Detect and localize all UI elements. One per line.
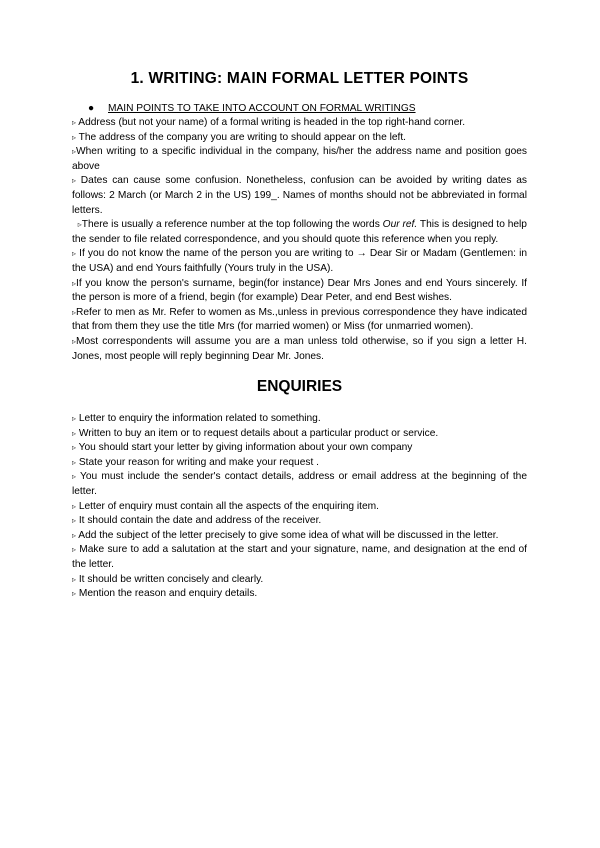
- page-title: 1. WRITING: MAIN FORMAL LETTER POINTS: [130, 70, 469, 87]
- triangle-bullet-icon: ▹: [72, 530, 77, 540]
- list-item: ▹ If you do not know the name of the person you are writing to → Dear Sir or Madam (Gentlemen: in the USA) and end Yours faithfully (Yours truly in the USA).: [72, 248, 527, 274]
- list-item: ▹ Written to buy an item or to request details about a particular product or service.: [72, 427, 439, 439]
- triangle-bullet-icon: ▹: [72, 516, 77, 526]
- triangle-bullet-icon: ▹: [77, 220, 82, 230]
- triangle-bullet-icon: ▹: [72, 414, 77, 424]
- triangle-bullet-icon: ▹: [72, 574, 77, 584]
- bullet-icon: ●: [88, 103, 95, 114]
- list-item: ▹ Mention the reason and enquiry details.: [72, 588, 258, 600]
- triangle-bullet-icon: ▹: [72, 472, 77, 482]
- triangle-bullet-icon: ▹: [72, 336, 77, 346]
- list-item: ▹ The address of the company you are writing to should appear on the left.: [72, 131, 406, 143]
- list-item: ▹ You must include the sender's contact details, address or email address at the beginning of the letter.: [72, 471, 527, 498]
- main-points-heading: [88, 102, 527, 115]
- list-item: ▹Most correspondents will assume you are a man unless told otherwise, so if you sign a letter H. Jones, most people will reply beginning Dear Mr. Jones.: [72, 335, 527, 362]
- triangle-bullet-icon: ▹: [72, 307, 77, 317]
- list-item: ▹ Dates can cause some confusion. Nonetheless, confusion can be avoided by writing dates as follows: 2 March (or March 2 in the US) 199_. Names of months should not be abbreviated in formal letters.: [72, 175, 527, 216]
- formal-points-list: [72, 116, 527, 364]
- triangle-bullet-icon: ▹: [72, 176, 77, 186]
- list-item: ▹ Letter of enquiry must contain all the aspects of the enquiring item.: [72, 500, 379, 512]
- triangle-bullet-icon: ▹: [72, 147, 77, 157]
- triangle-bullet-icon: ▹: [72, 118, 77, 127]
- list-item: ▹ Letter to enquiry the information related to something.: [72, 413, 321, 425]
- list-item: ▹There is usually a reference number at the top following the words Our ref. This is designed to help the sender to file related correspondence, and you should quote this reference when you reply.: [72, 219, 527, 245]
- triangle-bullet-icon: ▹: [72, 545, 77, 555]
- triangle-bullet-icon: ▹: [72, 132, 77, 142]
- list-item: ▹ Address (but not your name) of a formal writing is headed in the top right-hand corner.: [72, 117, 466, 128]
- enquiries-title: ENQUIRIES: [256, 378, 343, 396]
- list-item: ▹ It should contain the date and address of the receiver.: [72, 515, 322, 527]
- triangle-bullet-icon: ▹: [72, 501, 77, 511]
- ref-italic: Our ref.: [382, 219, 418, 231]
- list-item: ▹ Make sure to add a salutation at the start and your signature, name, and designation at the end of the letter.: [72, 544, 527, 571]
- triangle-bullet-icon: ▹: [72, 443, 77, 453]
- main-points-heading-text: MAIN POINTS TO TAKE INTO ACCOUNT ON FORMAL WRITINGS: [108, 103, 416, 114]
- triangle-bullet-icon: ▹: [72, 249, 77, 259]
- triangle-bullet-icon: ▹: [72, 278, 77, 288]
- list-item: ▹Refer to men as Mr. Refer to women as Ms.,unless in previous correspondence they have indicated that from them they use the title Mrs (for married women) or Miss (for unmarried women).: [72, 306, 527, 333]
- list-item: ▹If you know the person's surname, begin(for instance) Dear Mrs Jones and end Yours sincerely. If the person is more of a friend, begin (for example) Dear Peter, and end Best wishes.: [72, 277, 527, 304]
- list-item: ▹ You should start your letter by giving information about your own company: [72, 442, 413, 454]
- list-item: ▹ Add the subject of the letter precisely to give some idea of what will be discussed in the letter.: [72, 529, 499, 541]
- list-item: ▹When writing to a specific individual in the company, his/her the address name and position goes above: [72, 146, 527, 172]
- enquiry-points-list: [72, 412, 527, 602]
- triangle-bullet-icon: ▹: [72, 589, 77, 599]
- triangle-bullet-icon: ▹: [72, 457, 77, 467]
- list-item: ▹ State your reason for writing and make your request .: [72, 456, 319, 468]
- document-page: [72, 70, 527, 602]
- list-item: ▹ It should be written concisely and clearly.: [72, 573, 264, 585]
- triangle-bullet-icon: ▹: [72, 428, 77, 438]
